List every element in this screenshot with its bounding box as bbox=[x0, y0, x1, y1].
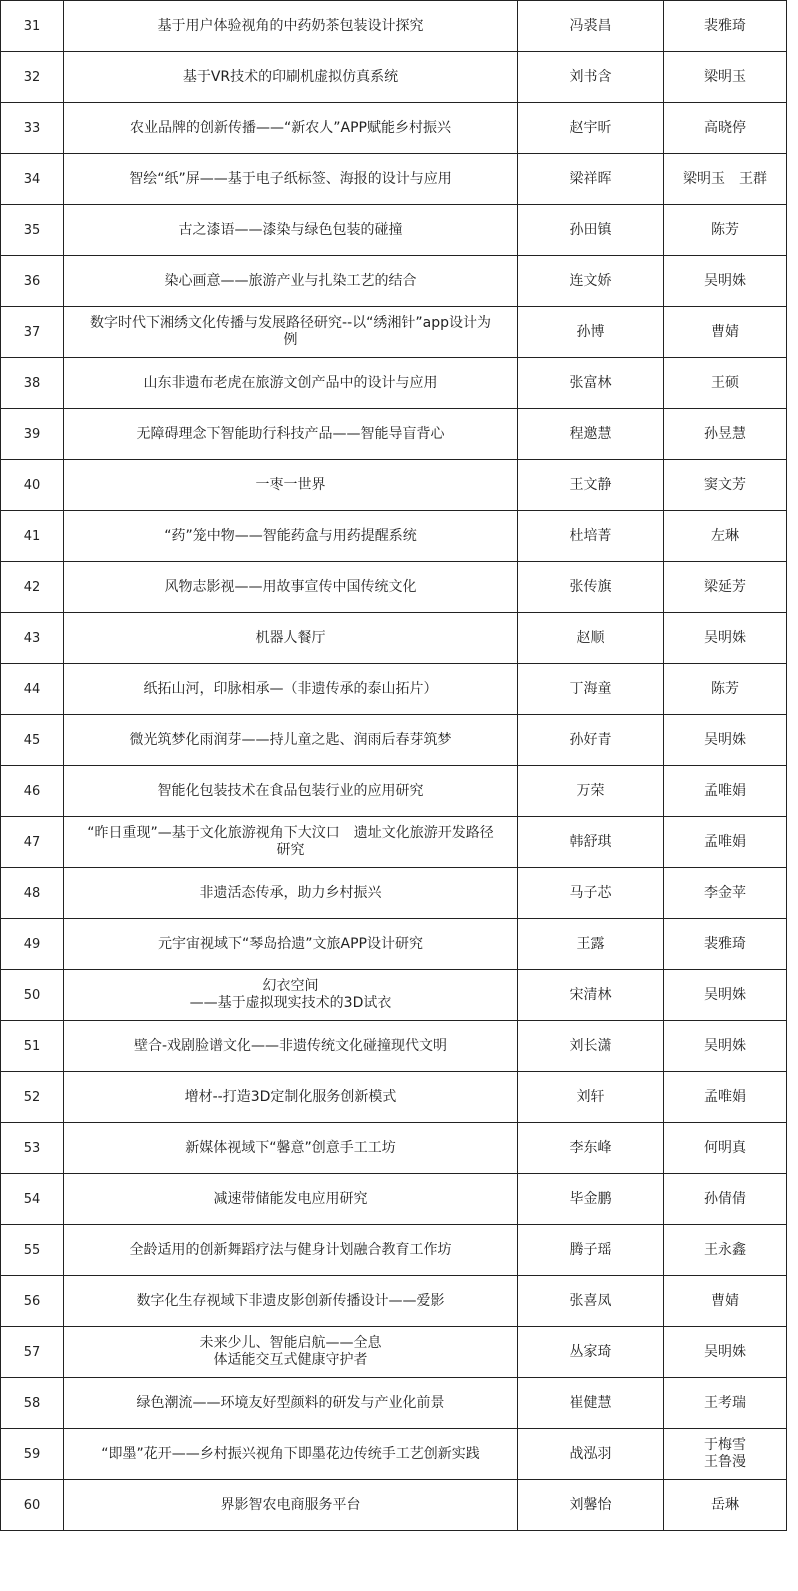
project-title-line: 数字时代下湘绣文化传播与发展路径研究--以“绣湘针”app设计为 bbox=[90, 315, 491, 331]
row-number: 41 bbox=[1, 511, 64, 562]
table-row bbox=[1, 1123, 787, 1174]
project-title-line: 减速带储能发电应用研究 bbox=[213, 1190, 368, 1207]
student-name: 李东峰 bbox=[518, 1123, 664, 1174]
advisor-name-line: 孟唯娟 bbox=[704, 1088, 746, 1105]
table-row bbox=[1, 1378, 787, 1429]
advisor-name-line: 孙昱慧 bbox=[704, 425, 746, 442]
advisor-name-line: 于梅雪 bbox=[704, 1437, 746, 1453]
project-title bbox=[64, 1123, 518, 1174]
table-row bbox=[1, 664, 787, 715]
advisor-name bbox=[664, 460, 787, 511]
student-name: 宋清林 bbox=[518, 970, 664, 1021]
table-row bbox=[1, 970, 787, 1021]
table-row bbox=[1, 613, 787, 664]
student-name: 孙田镇 bbox=[518, 205, 664, 256]
project-title bbox=[64, 154, 518, 205]
advisor-name-line: 曹婧 bbox=[711, 323, 739, 340]
row-number: 53 bbox=[1, 1123, 64, 1174]
project-title bbox=[64, 1072, 518, 1123]
project-title bbox=[64, 919, 518, 970]
project-title bbox=[64, 1480, 518, 1531]
student-name: 王文静 bbox=[518, 460, 664, 511]
table-row bbox=[1, 511, 787, 562]
row-number: 51 bbox=[1, 1021, 64, 1072]
table-row bbox=[1, 1276, 787, 1327]
row-number: 52 bbox=[1, 1072, 64, 1123]
advisor-name-line: 梁延芳 bbox=[704, 578, 746, 595]
project-title-line: “即墨”花开——乡村振兴视角下即墨花边传统手工艺创新实践 bbox=[101, 1445, 480, 1462]
advisor-name bbox=[664, 409, 787, 460]
advisor-name bbox=[664, 154, 787, 205]
row-number: 36 bbox=[1, 256, 64, 307]
project-title-line: 智绘“纸”屏——基于电子纸标签、海报的设计与应用 bbox=[129, 170, 452, 187]
row-number: 47 bbox=[1, 817, 64, 868]
student-name: 马子芯 bbox=[518, 868, 664, 919]
advisor-name-line: 孟唯娟 bbox=[704, 833, 746, 850]
project-title-line: 基于用户体验视角的中药奶茶包装设计探究 bbox=[157, 17, 424, 34]
advisor-name-line: 孙倩倩 bbox=[704, 1190, 746, 1207]
table-row bbox=[1, 1072, 787, 1123]
advisor-name-line: 左琳 bbox=[711, 527, 739, 544]
advisor-name bbox=[664, 52, 787, 103]
student-name: 万荣 bbox=[518, 766, 664, 817]
advisor-name-line: 王考瑞 bbox=[704, 1394, 746, 1411]
row-number: 58 bbox=[1, 1378, 64, 1429]
project-title bbox=[64, 409, 518, 460]
table-row bbox=[1, 154, 787, 205]
advisor-name-line: 王永鑫 bbox=[704, 1241, 746, 1258]
advisor-name bbox=[664, 766, 787, 817]
project-title bbox=[64, 52, 518, 103]
student-name: 程邀慧 bbox=[518, 409, 664, 460]
table-row bbox=[1, 817, 787, 868]
student-name: 冯裘昌 bbox=[518, 1, 664, 52]
advisor-name bbox=[664, 1, 787, 52]
project-title-line: 研究 bbox=[276, 842, 305, 858]
project-title-line: 染心画意——旅游产业与扎染工艺的结合 bbox=[164, 272, 417, 289]
advisor-name-line: 曹婧 bbox=[711, 1292, 739, 1309]
project-title bbox=[64, 613, 518, 664]
student-name: 丛家琦 bbox=[518, 1327, 664, 1378]
student-name: 孙博 bbox=[518, 307, 664, 358]
project-title bbox=[64, 307, 518, 358]
advisor-name-line: 吴明姝 bbox=[704, 731, 746, 748]
table-row bbox=[1, 1225, 787, 1276]
row-number: 37 bbox=[1, 307, 64, 358]
advisor-name bbox=[664, 664, 787, 715]
advisor-name bbox=[664, 1225, 787, 1276]
advisor-name bbox=[664, 511, 787, 562]
project-title bbox=[64, 766, 518, 817]
project-title-line: 基于VR技术的印刷机虚拟仿真系统 bbox=[182, 68, 399, 85]
project-title bbox=[64, 868, 518, 919]
table-row bbox=[1, 766, 787, 817]
student-name: 崔健慧 bbox=[518, 1378, 664, 1429]
project-title-line: 非遗活态传承，助力乡村振兴 bbox=[199, 884, 382, 901]
table-row bbox=[1, 1429, 787, 1480]
advisor-name-line: 陈芳 bbox=[711, 680, 739, 697]
project-title-line: 山东非遗布老虎在旅游文创产品中的设计与应用 bbox=[143, 374, 438, 391]
student-name: 刘馨怡 bbox=[518, 1480, 664, 1531]
project-title-line: 例 bbox=[283, 332, 298, 348]
row-number: 50 bbox=[1, 970, 64, 1021]
table-row bbox=[1, 256, 787, 307]
advisor-name bbox=[664, 1123, 787, 1174]
student-name: 刘书含 bbox=[518, 52, 664, 103]
project-title-line: 增材--打造3D定制化服务创新模式 bbox=[184, 1088, 397, 1105]
project-title bbox=[64, 1, 518, 52]
project-title bbox=[64, 562, 518, 613]
project-title bbox=[64, 1225, 518, 1276]
advisor-name-line: 王硕 bbox=[711, 374, 739, 391]
row-number: 60 bbox=[1, 1480, 64, 1531]
student-name: 张喜凤 bbox=[518, 1276, 664, 1327]
project-title-line: 绿色潮流——环境友好型颜料的研发与产业化前景 bbox=[136, 1394, 445, 1411]
table-row bbox=[1, 103, 787, 154]
row-number: 42 bbox=[1, 562, 64, 613]
project-title bbox=[64, 970, 518, 1021]
advisor-name-line: 梁明玉 王群 bbox=[683, 170, 767, 187]
table-row bbox=[1, 358, 787, 409]
project-title bbox=[64, 511, 518, 562]
table-row bbox=[1, 1, 787, 52]
project-title-line: 界影智农电商服务平台 bbox=[220, 1496, 361, 1513]
advisor-name-line: 吴明姝 bbox=[704, 272, 746, 289]
student-name: 王露 bbox=[518, 919, 664, 970]
student-name: 梁祥晖 bbox=[518, 154, 664, 205]
project-title bbox=[64, 460, 518, 511]
table-row bbox=[1, 562, 787, 613]
row-number: 45 bbox=[1, 715, 64, 766]
advisor-name bbox=[664, 1378, 787, 1429]
table-row bbox=[1, 205, 787, 256]
project-title-line: “药”笼中物——智能药盒与用药提醒系统 bbox=[164, 527, 417, 544]
advisor-name bbox=[664, 1429, 787, 1480]
advisor-name bbox=[664, 103, 787, 154]
project-title bbox=[64, 358, 518, 409]
advisor-name-line: 吴明姝 bbox=[704, 1343, 746, 1360]
advisor-name-line: 王鲁漫 bbox=[704, 1454, 746, 1470]
project-title-line: 机器人餐厅 bbox=[255, 629, 326, 646]
advisor-name bbox=[664, 307, 787, 358]
row-number: 32 bbox=[1, 52, 64, 103]
student-name: 张传旗 bbox=[518, 562, 664, 613]
row-number: 33 bbox=[1, 103, 64, 154]
table-row bbox=[1, 1174, 787, 1225]
student-name: 丁海童 bbox=[518, 664, 664, 715]
project-title bbox=[64, 715, 518, 766]
student-name: 连文娇 bbox=[518, 256, 664, 307]
project-title-line: 数字化生存视域下非遗皮影创新传播设计——爱影 bbox=[136, 1292, 445, 1309]
project-title bbox=[64, 817, 518, 868]
advisor-name-line: 裴雅琦 bbox=[704, 17, 746, 34]
advisor-name-line: 李金苹 bbox=[704, 884, 746, 901]
advisor-name bbox=[664, 868, 787, 919]
student-name: 赵宇昕 bbox=[518, 103, 664, 154]
row-number: 55 bbox=[1, 1225, 64, 1276]
advisor-name bbox=[664, 1021, 787, 1072]
advisor-name bbox=[664, 1174, 787, 1225]
student-name: 韩舒琪 bbox=[518, 817, 664, 868]
advisor-name bbox=[664, 1480, 787, 1531]
advisor-name bbox=[664, 715, 787, 766]
project-title bbox=[64, 205, 518, 256]
project-title-line: 无障碍理念下智能助行科技产品——智能导盲背心 bbox=[136, 425, 445, 442]
row-number: 48 bbox=[1, 868, 64, 919]
project-title-line: 一枣一世界 bbox=[255, 476, 326, 493]
row-number: 31 bbox=[1, 1, 64, 52]
project-title-line: 新媒体视域下“馨意”创意手工工坊 bbox=[185, 1139, 396, 1156]
project-title-line: 纸拓山河，印脉相承—（非遗传承的泰山拓片） bbox=[143, 680, 438, 697]
project-title bbox=[64, 1174, 518, 1225]
project-title bbox=[64, 1378, 518, 1429]
row-number: 39 bbox=[1, 409, 64, 460]
table-row bbox=[1, 919, 787, 970]
advisor-name bbox=[664, 205, 787, 256]
advisor-name-line: 裴雅琦 bbox=[704, 935, 746, 952]
project-title-line: ——基于虚拟现实技术的3D试衣 bbox=[189, 995, 392, 1011]
advisor-name-line: 陈芳 bbox=[711, 221, 739, 238]
table-row bbox=[1, 1021, 787, 1072]
advisor-name-line: 吴明姝 bbox=[704, 1037, 746, 1054]
row-number: 49 bbox=[1, 919, 64, 970]
project-title-line: 幻衣空间 bbox=[262, 978, 319, 994]
student-name: 赵顺 bbox=[518, 613, 664, 664]
table-row bbox=[1, 1327, 787, 1378]
advisor-name bbox=[664, 1072, 787, 1123]
advisor-name-line: 何明真 bbox=[704, 1139, 746, 1156]
table-row bbox=[1, 1480, 787, 1531]
advisor-name-line: 高晓停 bbox=[704, 119, 746, 136]
project-title bbox=[64, 1021, 518, 1072]
row-number: 46 bbox=[1, 766, 64, 817]
table-row bbox=[1, 715, 787, 766]
project-title bbox=[64, 1429, 518, 1480]
advisor-name bbox=[664, 919, 787, 970]
student-name: 孙好青 bbox=[518, 715, 664, 766]
project-title bbox=[64, 1276, 518, 1327]
row-number: 56 bbox=[1, 1276, 64, 1327]
project-title bbox=[64, 103, 518, 154]
project-title-line: 农业品牌的创新传播——“新农人”APP赋能乡村振兴 bbox=[130, 119, 451, 136]
project-title-line: 全龄适用的创新舞蹈疗法与健身计划融合教育工作坊 bbox=[129, 1241, 452, 1258]
advisor-name bbox=[664, 562, 787, 613]
table-row bbox=[1, 409, 787, 460]
project-title-line: 壁合-戏剧脸谱文化——非遗传统文化碰撞现代文明 bbox=[133, 1037, 448, 1054]
project-title-line: 风物志影视——用故事宣传中国传统文化 bbox=[164, 578, 417, 595]
student-name: 刘长潇 bbox=[518, 1021, 664, 1072]
student-name: 毕金鹏 bbox=[518, 1174, 664, 1225]
table-row bbox=[1, 460, 787, 511]
row-number: 54 bbox=[1, 1174, 64, 1225]
row-number: 44 bbox=[1, 664, 64, 715]
project-title-line: 元宇宙视域下“琴岛拾遗”文旅APP设计研究 bbox=[158, 935, 423, 952]
table-row bbox=[1, 307, 787, 358]
advisor-name-line: 吴明姝 bbox=[704, 629, 746, 646]
advisor-name bbox=[664, 613, 787, 664]
advisor-name bbox=[664, 970, 787, 1021]
student-name: 杜培菁 bbox=[518, 511, 664, 562]
student-name: 刘轩 bbox=[518, 1072, 664, 1123]
advisor-name bbox=[664, 817, 787, 868]
advisor-name-line: 岳琳 bbox=[711, 1496, 739, 1513]
project-title-line: 古之漆语——漆染与绿色包装的碰撞 bbox=[178, 221, 403, 238]
advisor-name bbox=[664, 256, 787, 307]
project-title bbox=[64, 1327, 518, 1378]
table-body bbox=[1, 1, 787, 1531]
project-title-line: 未来少儿、智能启航——全息 bbox=[199, 1335, 382, 1351]
project-title bbox=[64, 256, 518, 307]
advisor-name bbox=[664, 1327, 787, 1378]
advisor-name-line: 吴明姝 bbox=[704, 986, 746, 1003]
project-title-line: 智能化包装技术在食品包装行业的应用研究 bbox=[157, 782, 424, 799]
table-row bbox=[1, 52, 787, 103]
project-title-line: “昨日重现”—基于文化旅游视角下大汶口 遗址文化旅游开发路径 bbox=[87, 825, 494, 841]
project-title-line: 体适能交互式健康守护者 bbox=[213, 1352, 368, 1368]
row-number: 34 bbox=[1, 154, 64, 205]
advisor-name bbox=[664, 358, 787, 409]
project-title bbox=[64, 664, 518, 715]
row-number: 38 bbox=[1, 358, 64, 409]
advisor-name-line: 窦文芳 bbox=[704, 476, 746, 493]
row-number: 59 bbox=[1, 1429, 64, 1480]
row-number: 35 bbox=[1, 205, 64, 256]
row-number: 57 bbox=[1, 1327, 64, 1378]
student-name: 腾子瑶 bbox=[518, 1225, 664, 1276]
row-number: 43 bbox=[1, 613, 64, 664]
advisor-name bbox=[664, 1276, 787, 1327]
table-row bbox=[1, 868, 787, 919]
advisor-name-line: 孟唯娟 bbox=[704, 782, 746, 799]
advisor-name-line: 梁明玉 bbox=[704, 68, 746, 85]
project-title-line: 微光筑梦化雨润芽——持儿童之匙、润雨后春芽筑梦 bbox=[129, 731, 452, 748]
student-name: 战泓羽 bbox=[518, 1429, 664, 1480]
row-number: 40 bbox=[1, 460, 64, 511]
student-name: 张富林 bbox=[518, 358, 664, 409]
